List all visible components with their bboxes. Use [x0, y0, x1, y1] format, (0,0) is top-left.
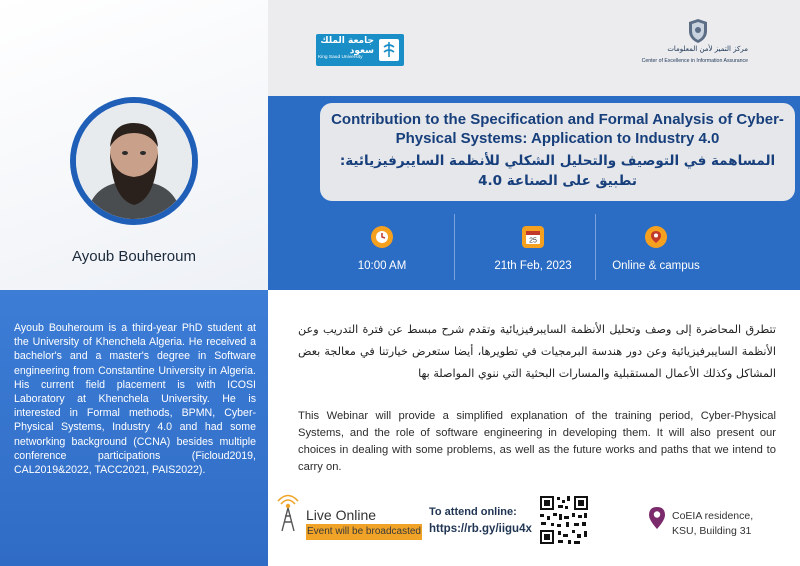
live-online-title: Live Online: [306, 507, 377, 523]
speaker-bio: Ayoub Bouheroum is a third-year PhD student at the University of Khenchela Algeria. He received a bachelor's and a master's degree in Software engineering from Constantine University in Algeria. His current field placement is with ICOSI Laboratory at Khenchela University. He is interested in Formal methods, BPMN, Cyber-Physical Systems, Industry 4.0 and had some networking background (CCNA) besides multiple conference participations (Ficloud2019, CAL2019&2022, TACC2021, PAIS2022).: [14, 322, 256, 477]
attend-label: To attend online:: [429, 506, 517, 518]
broadcast-badge: Event will be broadcasted: [306, 524, 422, 540]
info-date: [468, 206, 598, 290]
coeia-logo-arabic: مركز التميز لأمن المعلومات: [667, 45, 748, 53]
ksu-emblem-icon: [378, 38, 400, 62]
venue-line-2: KSU, Building 31: [672, 525, 752, 537]
location-pin-icon: [645, 226, 667, 248]
description-arabic: تتطرق المحاضرة إلى وصف وتحليل الأنظمة السايبرفيزيائية وتقدم شرح مبسط عن فترة التدريب وعن الأنظمة السايبرفيزيائية وعن دور هندسة البرمجيات في تطويرها، أيضا ستعرض خيارتنا في معالجة بعض المشاكل وكذلك الأعمال المستقبلية والمسارات البحثية التي ننوي المواصلة بها: [298, 323, 776, 380]
time-label: 10:00 AM: [357, 260, 407, 272]
speaker-name: Ayoub Bouheroum: [72, 248, 196, 265]
title-english: Contribution to the Specification and Formal Analysis of Cyber-Physical Systems: Application to Industry 4.0: [331, 111, 784, 147]
info-divider: [454, 214, 455, 280]
coeia-shield-icon: [688, 18, 708, 44]
title-arabic: المساهمة في التوصيف والتحليل الشكلي للأنظمة السايبرفيزيائية: تطبيق على الصناعة 4.0: [339, 153, 776, 189]
coeia-logo-english: Center of Excellence in Information Assurance: [641, 58, 748, 64]
description-english: This Webinar will provide a simplified explanation of the training period, Cyber-Physical Systems, and the role of software engineering in developing them. It will also present our choices in dealing with some problems, as well as the future works and paths that we intend to carry on.: [298, 410, 776, 473]
qr-code[interactable]: [538, 494, 590, 546]
info-time: [326, 206, 438, 290]
speaker-photo: [76, 103, 192, 219]
info-divider: [595, 214, 596, 280]
venue-location-icon: [648, 506, 666, 530]
svg-text:25: 25: [529, 237, 537, 245]
ksu-logo-english: King Saud University: [318, 55, 363, 60]
mode-label: Online & campus: [612, 260, 700, 272]
info-mode: [600, 206, 712, 290]
venue-line-1: CoEIA residence,: [672, 510, 754, 522]
ksu-logo-arabic: جامعة الملك سعود: [320, 36, 374, 56]
date-label: 21th Feb, 2023: [494, 260, 572, 272]
attend-link[interactable]: https://rb.gy/iigu4x: [429, 523, 532, 535]
clock-icon: [371, 226, 393, 248]
calendar-icon: [522, 226, 544, 248]
broadcast-tower-icon: [277, 490, 299, 532]
